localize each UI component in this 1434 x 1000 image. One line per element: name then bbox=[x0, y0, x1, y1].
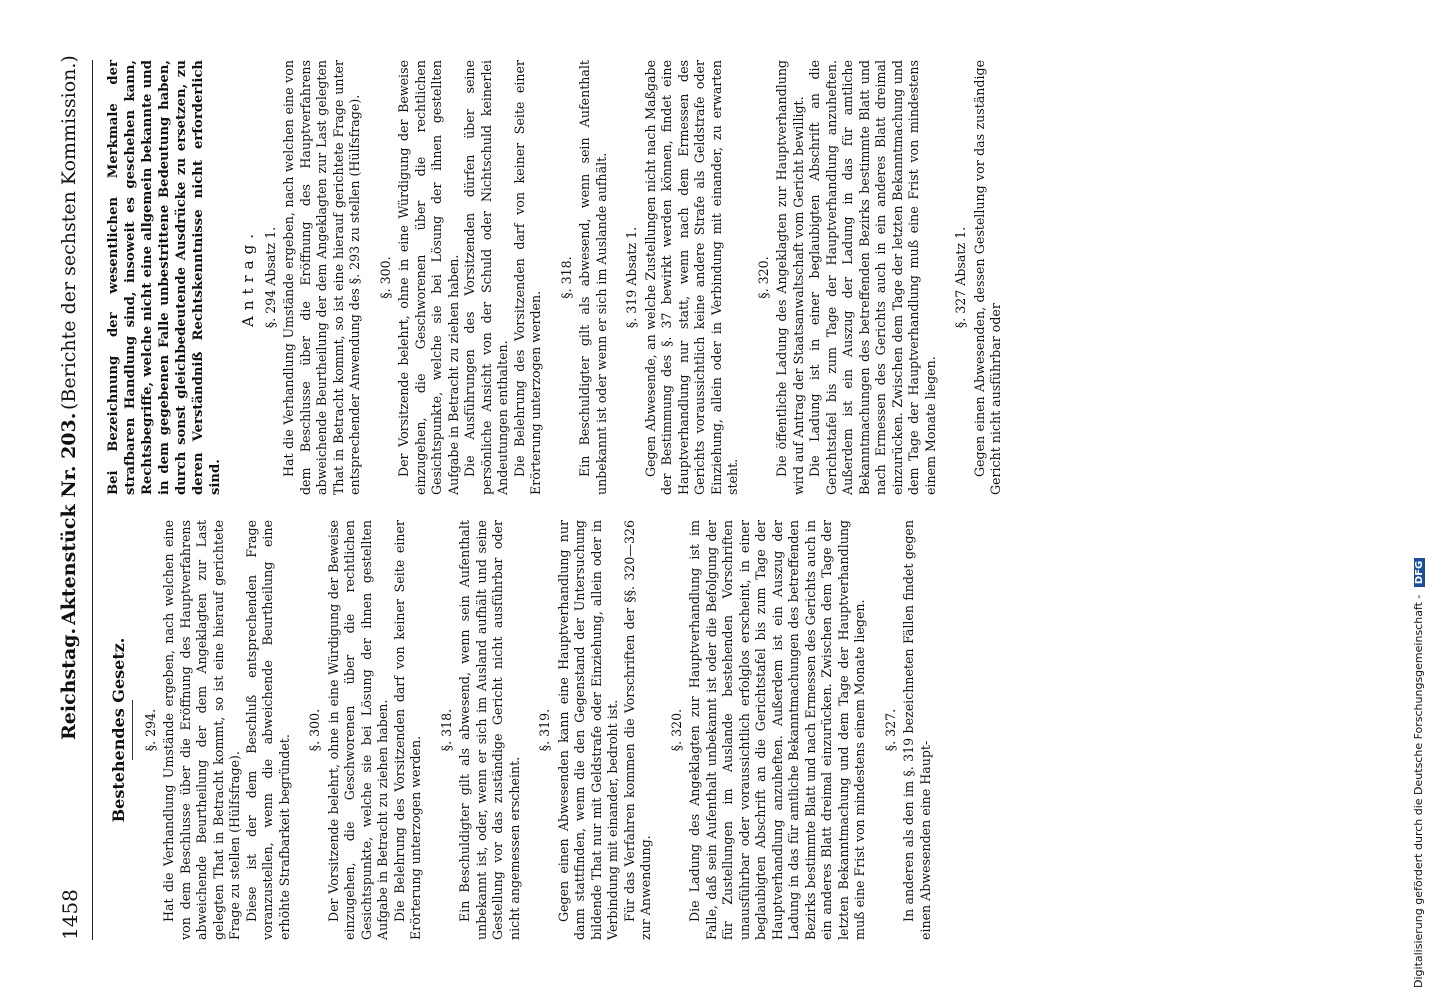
page-number: 1458 bbox=[58, 889, 82, 940]
section-paragraph: Der Vorsitzende belehrt, ohne in eine Würdigung der Beweise einzugehen, die Geschworenen über die rechtlichen Gesichtspunkte, welche sie bei Lösung der ihnen gestellten Aufgabe in Betracht zu ziehen haben. bbox=[396, 60, 461, 495]
section bbox=[669, 520, 869, 940]
section bbox=[378, 60, 545, 495]
page-header bbox=[58, 40, 92, 940]
section-paragraph: Die Ausführungen des Vorsitzenden dürfen über seine persönliche Ansicht von der Schuld oder Nichtschuld keinerlei Andeutungen enthalten. bbox=[462, 60, 510, 495]
section-paragraph: Die Ladung des Angeklagten zur Hauptverhandlung ist im Falle, daß sein Aufenthalt unbekannt ist oder die Befolgung der für Zustellungen im Auslande bestehenden Vorschriften unausführbar oder voraussichtlich erfolglos erscheint, in einer beglaubigten Abschrift an die Gerichtstafel bis zum Tage der Hauptverhandlung anzuheften. Außerdem ist ein Auszug der Ladung in das für amtliche Bekanntmachungen des betreffenden Bezirks bestimmte Blatt und nach Ermessen des Gerichts auch in ein anderes Blatt dreimal einzurücken. Zwischen dem Tage der letzten Bekanntmachung und dem Tage der Hauptverhandlung muß eine Frist von mindestens einem Monate liegen. bbox=[687, 520, 867, 940]
credit-text: Digitalisierung gefördert durch die Deutsche Forschungsgemeinschaft - bbox=[1412, 594, 1425, 988]
section-paragraph: Hat die Verhandlung Umstände ergeben, nach welchen eine von dem Beschlusse über die Eröffnung des Hauptverfahrens abweichende Beurtheilung der dem Angeklagten zur Last gelegten That in Betracht kommt, so ist eine hierauf gerichtete Frage zu stellen (Hülfsfrage). bbox=[161, 520, 242, 940]
section-heading: §. 294. bbox=[142, 708, 158, 752]
header-rule bbox=[92, 60, 93, 940]
right-sections bbox=[263, 60, 1005, 495]
section-heading: §. 300. bbox=[307, 708, 322, 752]
left-column bbox=[105, 520, 948, 940]
header-berichte: (Berichte der sechsten Kommission.) bbox=[58, 55, 80, 410]
left-column-title: Bestehendes Gesetz. bbox=[109, 637, 128, 823]
section-paragraph: Gegen einen Abwesenden, dessen Gestellung vor das zuständige Gericht nicht ausführbar oder bbox=[971, 60, 1003, 495]
section-paragraph: Ein Beschuldigter gilt als abwesend, wenn sein Aufenthalt unbekannt ist, oder, wenn er sich im Ausland aufhält und seine Gestellung vor das zuständige Gericht nicht ausführbar oder nicht angemessen erscheint. bbox=[457, 520, 522, 940]
section bbox=[307, 520, 425, 940]
section bbox=[756, 60, 940, 495]
digitization-credit bbox=[1412, 8, 1432, 988]
section-heading: §. 318. bbox=[438, 708, 454, 752]
section bbox=[537, 520, 655, 940]
section-paragraph: Diese ist der dem Beschluß entsprechenden Frage voranzustellen, wenn die abweichende Beurtheilung eine erhöhte Strafbarkeit begründet. bbox=[243, 520, 292, 940]
section bbox=[439, 520, 524, 940]
section bbox=[263, 60, 364, 495]
section-heading: §. 320. bbox=[755, 256, 771, 299]
section-heading: §. 300. bbox=[377, 256, 393, 299]
section-paragraph: Der Vorsitzende belehrt, ohne in eine Würdigung der Beweise einzugehen, die Geschworenen über die rechtlichen Gesichtspunkte, welche sie bei Lösung der ihnen gestellten Aufgabe in Betracht zu ziehen haben. bbox=[325, 520, 390, 940]
left-sections bbox=[143, 520, 935, 940]
section-paragraph: Die Belehrung des Vorsitzenden darf von keiner Seite einer Erörterung unterzogen werden. bbox=[511, 60, 543, 495]
header-reichstag: Reichstag. bbox=[58, 627, 80, 740]
section bbox=[143, 520, 294, 940]
section bbox=[624, 60, 742, 495]
section-paragraph: Die Belehrung des Vorsitzenden darf von keiner Seite einer Erörterung unterzogen werden. bbox=[391, 520, 423, 940]
section-paragraph: Die Ladung ist in einer beglaubigten Abschrift an die Gerichtstafel bis zum Tage der Hauptverhandlung anzuheften. Außerdem ist ein Auszug der Ladung in das für amtliche Bekanntmachungen des betreffenden Bezirks bestimmte Blatt und nach Ermessen des Gerichts auch in ein anderes Blatt dreimal einzurücken. Zwischen dem Tage der letzten Bekanntmachung und dem Tage der Hauptverhandlung muß eine Frist von mindestens einem Monate liegen. bbox=[807, 60, 938, 495]
header-aktenstueck: Aktenstück Nr. 203. bbox=[58, 412, 80, 625]
section-heading: §. 294 Absatz 1. bbox=[262, 226, 278, 329]
section-heading: §. 327. bbox=[882, 708, 898, 752]
section-paragraph: Ein Beschuldigter gilt als abwesend, wenn sein Aufenthalt unbekannt ist oder wenn er sich im Auslande aufhält. bbox=[577, 60, 609, 495]
antrag-title: Antrag. bbox=[239, 228, 257, 328]
section-heading: §. 320. bbox=[668, 708, 684, 752]
section bbox=[559, 60, 611, 495]
section-paragraph: Hat die Verhandlung Umstände ergeben, nach welchen eine von dem Beschlusse über die Eröffnung des Hauptverfahrens abweichende Beurtheilung der dem Angeklagten zur Last gelegten That in Betracht kommt, so ist eine hierauf gerichtete Frage unter entsprechender Anwendung des §. 293 zu stellen (Hülfsfrage). bbox=[281, 60, 362, 495]
dfg-logo: DFG bbox=[1414, 558, 1425, 587]
section-heading: §. 319. bbox=[537, 708, 552, 752]
section-heading: §. 327 Absatz 1. bbox=[953, 226, 968, 329]
section-paragraph: Die öffentliche Ladung des Angeklagten zur Hauptverhandlung wird auf Antrag der Staatsanwaltschaft vom Gericht bewilligt. bbox=[774, 60, 806, 495]
title-divider bbox=[132, 700, 133, 760]
antrag-intro: Bei Bezeichnung der wesentlichen Merkmale der strafbaren Handlung sind, insoweit es geschehen kann, Rechtsbegriffe, welche nicht eine allgemein bekannte und in dem gegebenen Falle unbestrittene Bedeutung haben, durch sonst gleichbedeutende Ausdrücke zu ersetzen, zu deren Verständniß Rechtskenntnisse nicht erforderlich sind. bbox=[106, 60, 223, 495]
section bbox=[883, 520, 935, 940]
section-paragraph: Für das Verfahren kommen die Vorschriften der §§. 320—326 zur Anwendung. bbox=[621, 520, 653, 940]
section-heading: §. 318. bbox=[558, 256, 574, 299]
right-column bbox=[105, 60, 1019, 495]
section-paragraph: In anderen als den im §. 319 bezeichneten Fällen findet gegen einen Abwesenden eine Haupt- bbox=[901, 520, 933, 940]
section-paragraph: Gegen Abwesende, an welche Zustellungen nicht nach Maßgabe der Bestimmung des §. 37 bewirkt werden können, findet eine Hauptverhandlung nur statt, wenn nach dem Ermessen des Gerichts voraussichtlich keine andere Strafe als Geldstrafe oder Einziehung, allein oder in Verbindung mit einander, zu erwarten steht. bbox=[642, 60, 740, 495]
section bbox=[953, 60, 1005, 495]
section-paragraph: Gegen einen Abwesenden kann eine Hauptverhandlung nur dann stattfinden, wenn die den Gegenstand der Untersuchung bildende That nur mit Geldstrafe oder Einziehung, allein oder in Verbindung mit einander, bedroht ist. bbox=[555, 520, 620, 940]
section-heading: §. 319 Absatz 1. bbox=[624, 226, 639, 329]
